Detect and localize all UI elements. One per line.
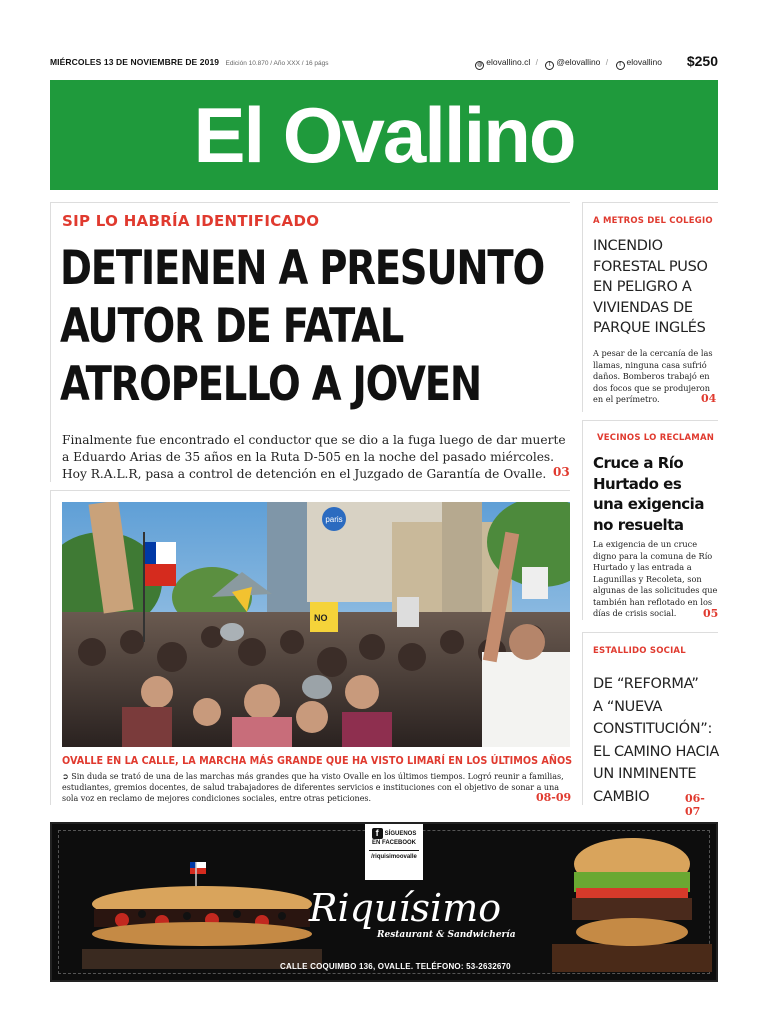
photo-caption-title: OVALLE EN LA CALLE, LA MARCHA MÁS GRANDE QUE HA VISTO LIMARÍ EN LOS ÚLTIMOS AÑOS [62,755,573,767]
title-line: CONSTITUCIÓN”: [593,721,713,737]
page-reference: 03 [553,465,570,479]
headline-line: AUTOR DE FATAL [60,299,404,354]
sidebar-title [593,236,721,339]
headline-line: DETIENEN A PRESUNTO [60,241,545,296]
sidebar-title [593,453,721,535]
social-links: ◍ elovallino.cl / t @elovallino / f elovallino [477,57,662,68]
store-sign: paris [325,515,343,524]
page-reference: 04 [701,392,717,405]
fb-handle: /riquisimoovalle [369,850,419,861]
protest-march-photo[interactable] [62,502,570,747]
burger-image [552,834,712,974]
top-info-bar [50,53,718,71]
title-line: INCENDIO [593,238,663,254]
title-line: Hurtado es [593,474,682,493]
photo-caption-text [62,771,570,804]
ad-subtitle: Restaurant & Sandwichería [377,930,516,940]
title-line: no resuelta [593,515,684,534]
sandwich-image [72,854,332,974]
title-line: EL CAMINO HACIA [593,743,719,760]
photo-caption-body: Sin duda se trató de una de las marchas más grandes que ha visto Ovalle en los últimos tiempos. Logró reunir a familias, estudiantes, gremios docentes, de salud trabajadores de diferentes servicios e instituciones con el objetivo de sonar a una sola voz en reclamo de mejores condiciones sociales, entre otras peticiones. [62,772,564,803]
protest-sign-text: NO [314,613,328,623]
main-headline[interactable] [60,240,545,414]
page-reference: 05 [703,607,719,620]
sidebar-story-constitution[interactable] [582,632,719,818]
sidebar-kicker: ESTALLIDO SOCIAL [593,646,686,656]
main-story-summary: Finalmente fue encontrado el conductor que se dio a la fuga luego de dar muerte a Eduardo Arias de 35 años en la Ruta D-505 en la noche del pasado miércoles. Hoy R.A.L.R, pasa a control de detención en el Juzgado de Garantía de Ovalle. [62,433,566,481]
ad-address: CALLE COQUIMBO 136, OVALLE. TELÉFONO: 53-2632670 [280,962,511,971]
title-line: PARQUE INGLÉS [593,320,706,336]
title-line: UN INMINENTE [593,766,697,782]
sidebar-kicker: A METROS DEL COLEGIO [593,216,713,226]
title-line: EN PELIGRO A [593,279,692,295]
sidebar-text: A pesar de la cercanía de las llamas, ninguna casa sufrió daños. Bomberos trabajó en dos focos que se produjeron en el perímetro. [593,348,713,404]
newspaper-logo: El Ovallino [193,91,575,179]
globe-icon: ◍ [477,62,483,68]
arrow-right-icon: ➲ [62,772,72,781]
twitter-icon: t [545,61,554,70]
advertisement-banner[interactable] [50,822,718,982]
fb-follow-text: SÍGUENOS [384,831,417,838]
sidebar-kicker: VECINOS LO RECLAMAN [597,433,715,443]
facebook-icon: f [372,828,383,839]
title-line: una exigencia [593,495,704,513]
facebook-link[interactable]: elovallino [626,57,662,67]
page-reference: 06-07 [685,792,705,818]
fb-line1 [365,828,423,839]
ad-brand-name: Riquísimo [308,886,502,930]
price: $250 [686,53,718,69]
page-reference: 08-09 [536,791,572,804]
main-story-kicker: SIP LO HABRÍA IDENTIFICADO [62,212,320,230]
title-line: Cruce a Río [593,454,684,472]
issue-date: MIÉRCOLES 13 DE NOVIEMBRE DE 2019 [50,57,220,67]
sidebar-text: La exigencia de un cruce digno para la comuna de Río Hurtado y las entrada a Lagunillas y Recoleta, son algunas de las solicitudes que también han reflotado en los días de crisis social. [593,539,718,618]
twitter-link[interactable]: @elovallino [556,57,601,67]
website-link[interactable]: elovallino.cl [486,57,531,67]
title-line: A “NUEVA [593,698,663,715]
edition-info: Edición 10.870 / Año XXX / 16 págs [225,60,329,67]
fb-line2: EN FACEBOOK [371,840,416,846]
masthead [50,80,718,190]
title-line: FORESTAL PUSO [593,258,708,275]
facebook-icon: f [616,61,625,70]
headline-line: ATROPELLO A JOVEN [60,357,481,412]
sidebar-story-crossing[interactable] [582,420,718,620]
title-line: VIVIENDAS DE [593,299,693,316]
sidebar-story-fire[interactable] [582,202,718,412]
title-line: CAMBIO [593,788,650,805]
facebook-follow-badge[interactable] [365,824,423,880]
title-line: DE “REFORMA” [593,676,699,692]
sidebar-title [593,673,721,808]
